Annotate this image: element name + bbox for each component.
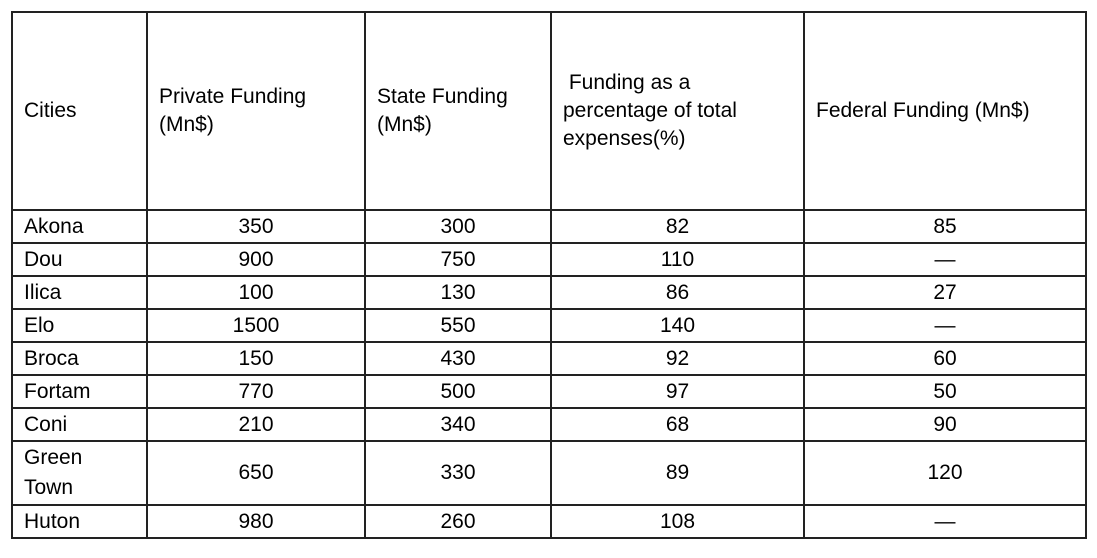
private-funding-cell: 100 [147,276,365,309]
city-cell: Coni [12,408,147,441]
federal-funding-cell: — [804,505,1086,538]
city-cell: Fortam [12,375,147,408]
header-cities: Cities [12,12,147,210]
table-row [12,375,1086,408]
federal-funding-cell: — [804,309,1086,342]
federal-funding-cell: 120 [804,441,1086,505]
header-state-funding: State Funding (Mn$) [365,12,551,210]
city-cell: Huton [12,505,147,538]
state-funding-cell: 500 [365,375,551,408]
city-cell: Ilica [12,276,147,309]
table-row [12,505,1086,538]
private-funding-cell: 980 [147,505,365,538]
private-funding-cell: 150 [147,342,365,375]
table-row [12,210,1086,243]
state-funding-cell: 430 [365,342,551,375]
private-funding-cell: 210 [147,408,365,441]
private-funding-cell: 350 [147,210,365,243]
funding-percentage-cell: 92 [551,342,804,375]
city-cell: Akona [12,210,147,243]
funding-table [11,11,1087,539]
state-funding-cell: 260 [365,505,551,538]
funding-percentage-cell: 140 [551,309,804,342]
federal-funding-cell: 85 [804,210,1086,243]
funding-percentage-cell: 82 [551,210,804,243]
city-cell: Green Town [12,441,147,505]
private-funding-cell: 1500 [147,309,365,342]
private-funding-cell: 900 [147,243,365,276]
table-row [12,309,1086,342]
city-cell: Elo [12,309,147,342]
state-funding-cell: 550 [365,309,551,342]
table-row [12,441,1086,505]
header-row [12,12,1086,210]
funding-percentage-cell: 110 [551,243,804,276]
private-funding-cell: 770 [147,375,365,408]
state-funding-cell: 300 [365,210,551,243]
funding-percentage-cell: 68 [551,408,804,441]
state-funding-cell: 130 [365,276,551,309]
state-funding-cell: 330 [365,441,551,505]
city-cell: Broca [12,342,147,375]
federal-funding-cell: 60 [804,342,1086,375]
table-row [12,342,1086,375]
header-funding-percentage: Funding as a percentage of total expenses(%) [551,12,804,210]
header-private-funding: Private Funding (Mn$) [147,12,365,210]
private-funding-cell: 650 [147,441,365,505]
funding-percentage-cell: 97 [551,375,804,408]
table-row [12,408,1086,441]
table-row [12,243,1086,276]
header-federal-funding: Federal Funding (Mn$) [804,12,1086,210]
funding-percentage-cell: 86 [551,276,804,309]
city-cell: Dou [12,243,147,276]
federal-funding-cell: 90 [804,408,1086,441]
state-funding-cell: 750 [365,243,551,276]
funding-percentage-cell: 108 [551,505,804,538]
state-funding-cell: 340 [365,408,551,441]
federal-funding-cell: 50 [804,375,1086,408]
federal-funding-cell: 27 [804,276,1086,309]
table-row [12,276,1086,309]
funding-percentage-cell: 89 [551,441,804,505]
federal-funding-cell: — [804,243,1086,276]
